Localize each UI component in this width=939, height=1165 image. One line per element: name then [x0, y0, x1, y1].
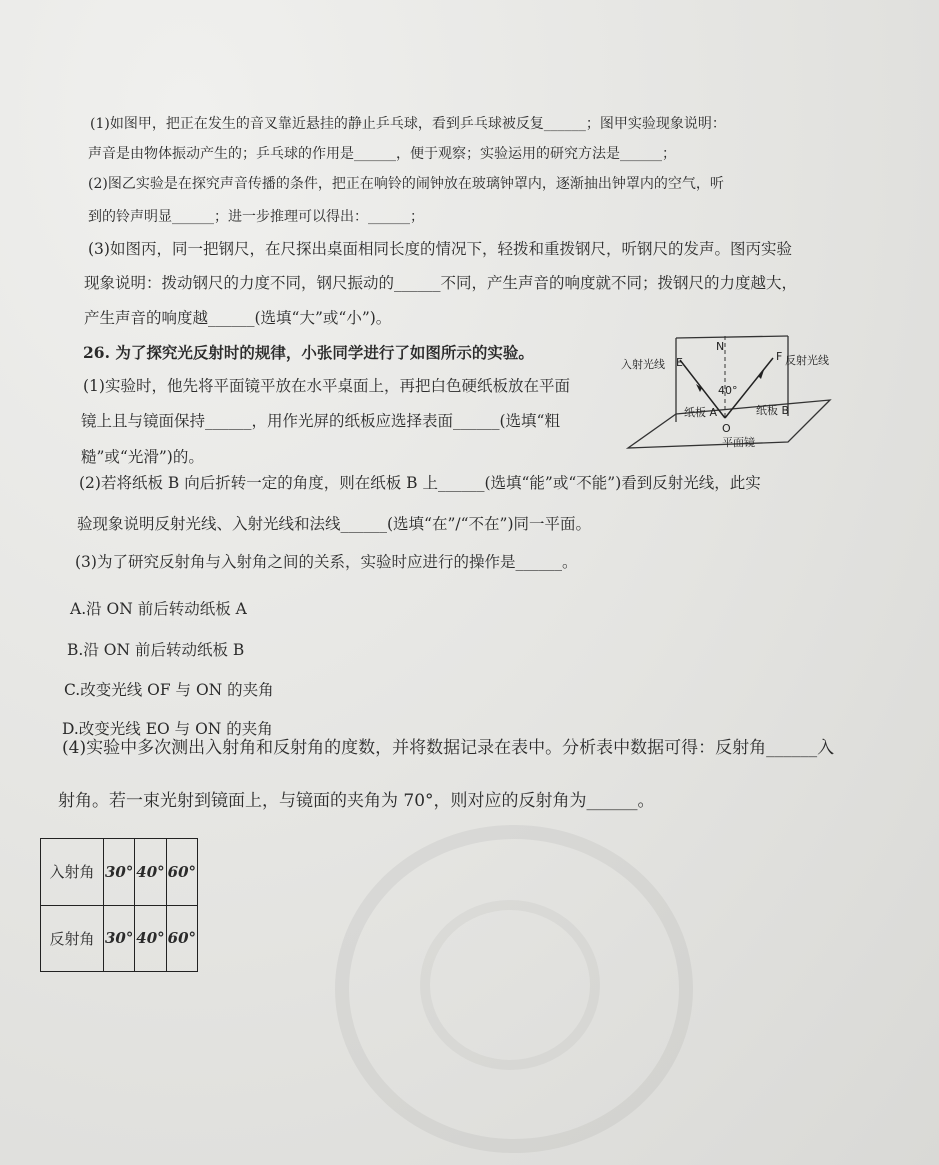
reflected-label: 反射光线: [785, 354, 829, 367]
mirror-label: 平面镜: [722, 436, 755, 449]
q26-3-option-c: C.改变光线 OF 与 ON 的夹角: [64, 681, 274, 699]
q26-2-line1: (2)若将纸板 B 向后折转一定的角度，则在纸板 B 上______(选填“能”或“不能”)看到反射光线，此实: [79, 474, 761, 492]
q26-1-line3: 糙”或“光滑”)的。: [81, 448, 204, 466]
q25-1-line1: (1)如图甲，把正在发生的音叉靠近悬挂的静止乒乓球，看到乒乓球被反复______；图甲实验现象说明：: [90, 116, 726, 132]
q25-2-line2: 到的铃声明显______；进一步推理可以得出：______；: [88, 209, 424, 225]
q26-1-line2: 镜上且与镜面保持______，用作光屏的纸板应选择表面______(选填“粗: [81, 412, 560, 430]
point-n-label: N: [716, 340, 725, 353]
table-cell: 30°: [104, 839, 135, 906]
row-header-reflected: 反射角: [41, 905, 104, 972]
table-cell: 40°: [135, 905, 166, 972]
q26-4-line1: (4)实验中多次测出入射角和反射角的度数，并将数据记录在表中。分析表中数据可得：反射角______入: [62, 738, 835, 758]
board-b-label: 纸板 B: [756, 404, 790, 417]
angle-label: 40°: [718, 384, 738, 397]
q26-1-line1: (1)实验时，他先将平面镜平放在水平桌面上，再把白色硬纸板放在平面: [83, 377, 570, 395]
table-row: [41, 839, 198, 906]
table-cell: 30°: [104, 905, 135, 972]
angle-data-table: [40, 838, 198, 972]
q26-4-line2: 射角。若一束光射到镜面上，与镜面的夹角为 70°，则对应的反射角为______。: [58, 791, 655, 811]
q25-2-line1: (2)图乙实验是在探究声音传播的条件，把正在响铃的闹钟放在玻璃钟罩内，逐渐抽出钟罩内的空气，听: [88, 176, 724, 192]
table-cell: 60°: [166, 905, 197, 972]
q25-1-line2: 声音是由物体振动产生的；乒乓球的作用是______，便于观察；实验运用的研究方法是______；: [88, 146, 676, 162]
point-e-label: E: [676, 356, 683, 369]
board-top-edge: [676, 336, 788, 338]
incident-label: 入射光线: [621, 358, 665, 371]
point-o-label: O: [722, 422, 731, 435]
q26-2-line2: 验现象说明反射光线、入射光线和法线______(选填“在”/“不在”)同一平面。: [77, 515, 592, 533]
table-cell: 40°: [135, 839, 166, 906]
faded-stamp: [335, 825, 693, 1153]
q26-3-stem: (3)为了研究反射角与入射角之间的关系，实验时应进行的操作是______。: [75, 553, 578, 571]
faded-stamp-inner: [420, 900, 600, 1070]
point-f-label: F: [776, 350, 783, 363]
q26-3-option-b: B.沿 ON 前后转动纸板 B: [67, 641, 245, 659]
q25-3-line1: (3)如图丙，同一把钢尺，在尺探出桌面相同长度的情况下，轻拨和重拨钢尺，听钢尺的发声。图丙实验: [88, 240, 792, 258]
q25-3-line2: 现象说明：拨动钢尺的力度不同，钢尺振动的______不同，产生声音的响度就不同；拨钢尺的力度越大，: [84, 274, 798, 292]
reflection-experiment-figure: [618, 330, 840, 458]
board-a-label: 纸板 A: [684, 406, 718, 419]
q26-title: 26. 为了探究光反射时的规律，小张同学进行了如图所示的实验。: [83, 343, 534, 362]
q26-3-option-a: A.沿 ON 前后转动纸板 A: [70, 600, 247, 618]
table-row: [41, 905, 198, 972]
q25-3-line3: 产生声音的响度越______(选填“大”或“小”)。: [84, 309, 392, 327]
q26-3-option-d: D.改变光线 EO 与 ON 的夹角: [62, 720, 273, 738]
row-header-incident: 入射角: [41, 839, 104, 906]
table-cell: 60°: [166, 839, 197, 906]
